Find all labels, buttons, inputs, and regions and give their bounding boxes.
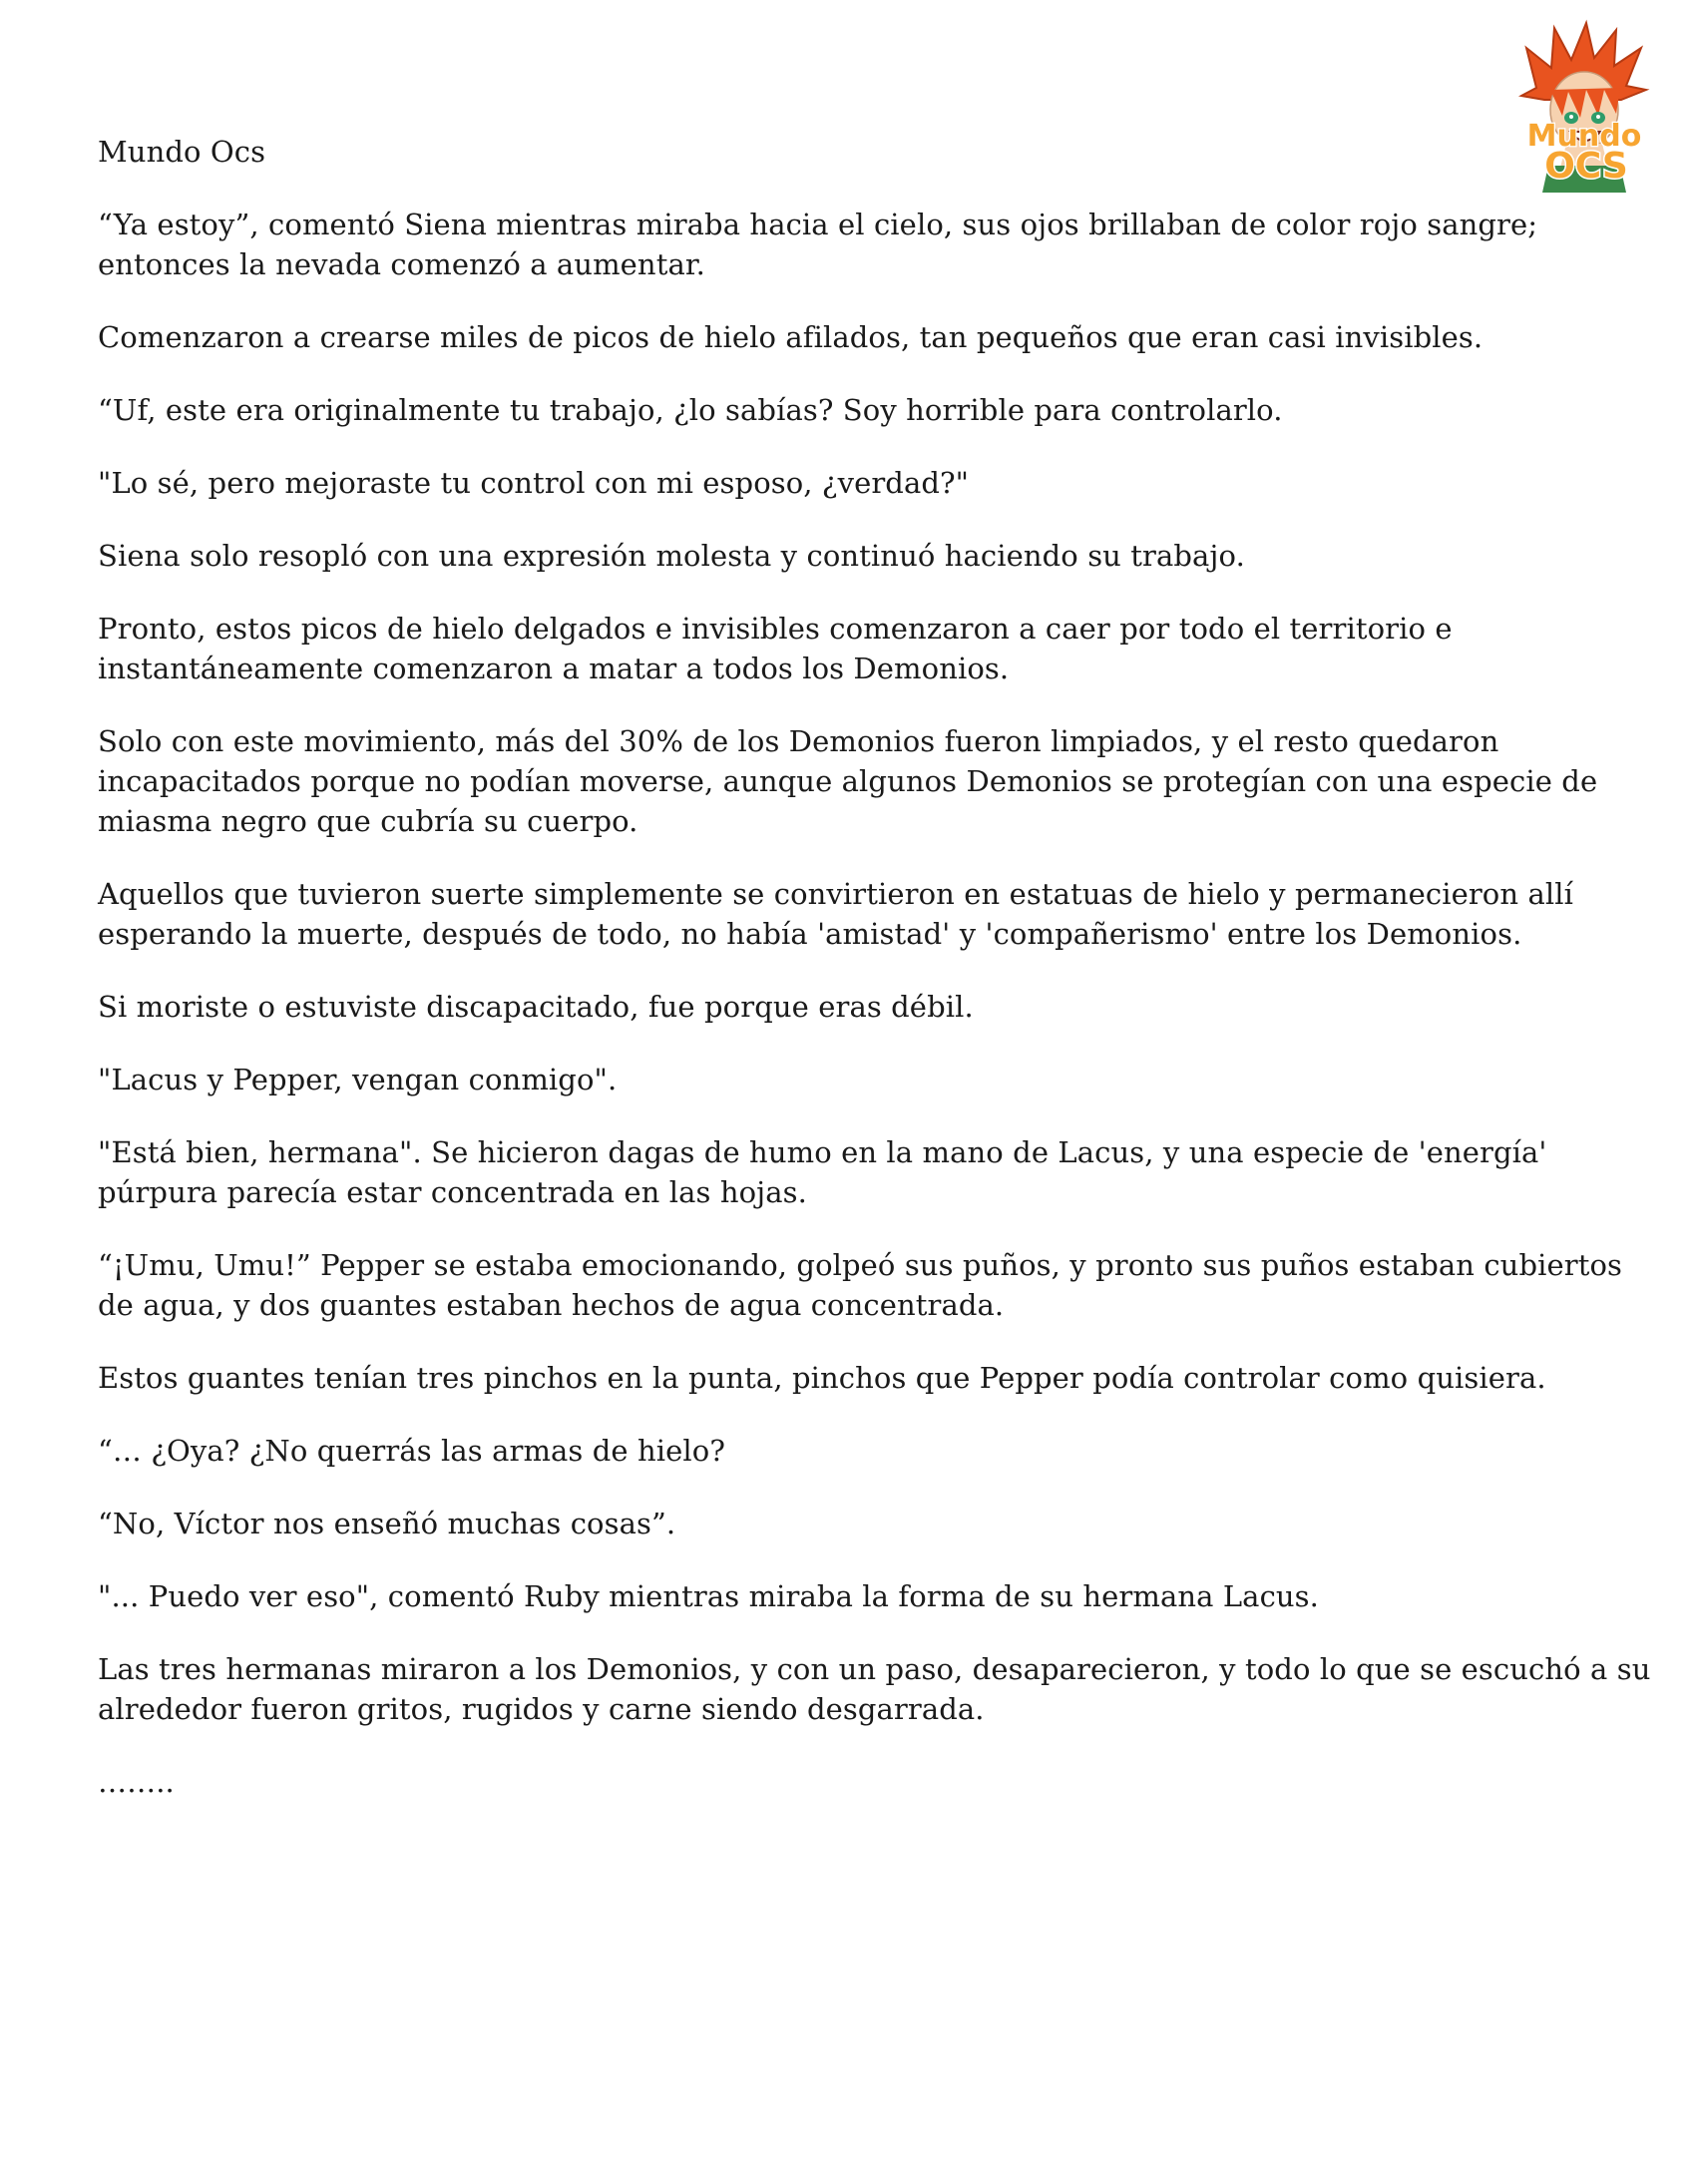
paragraph: "Lacus y Pepper, vengan conmigo".: [98, 1063, 618, 1096]
scene-break: ……..: [98, 1765, 175, 1799]
paragraph: “… ¿Oya? ¿No querrás las armas de hielo?: [98, 1434, 725, 1468]
logo-text-mundo: Mundo: [1526, 119, 1642, 154]
paragraph: "Está bien, hermana". Se hicieron dagas de humo en la mano de Lacus, y una especie de 'energía' púrpura parecía estar concentrada en las hojas.: [98, 1135, 1547, 1209]
paragraph: Comenzaron a crearse miles de picos de hielo afilados, tan pequeños que eran casi invisibles.: [98, 320, 1484, 354]
paragraph: “No, Víctor nos enseñó muchas cosas”.: [98, 1507, 676, 1540]
document-body: [98, 132, 1654, 1835]
logo-text-ocs: OCS: [1544, 146, 1628, 187]
paragraph: “Uf, este era originalmente tu trabajo, ¿lo sabías? Soy horrible para controlarlo.: [98, 393, 1283, 427]
paragraph: "Lo sé, pero mejoraste tu control con mi esposo, ¿verdad?": [98, 466, 970, 500]
paragraph: Si moriste o estuviste discapacitado, fue porque eras débil.: [98, 990, 974, 1024]
paragraph: "... Puedo ver eso", comentó Ruby mientras miraba la forma de su hermana Lacus.: [98, 1579, 1319, 1613]
paragraph: Estos guantes tenían tres pinchos en la punta, pinchos que Pepper podía controlar como quisiera.: [98, 1361, 1546, 1395]
paragraph: “Ya estoy”, comentó Siena mientras miraba hacia el cielo, sus ojos brillaban de color rojo sangre; entonces la nevada comenzó a aumentar.: [98, 208, 1538, 281]
paragraph: Aquellos que tuvieron suerte simplemente se convirtieron en estatuas de hielo y permanecieron allí esperando la muerte, después de todo, no había 'amistad' y 'compañerismo' entre los Demonios.: [98, 877, 1573, 951]
paragraph: Solo con este movimiento, más del 30% de los Demonios fueron limpiados, y el resto quedaron incapacitados porque no podían moverse, aunque algunos Demonios se protegían con una especie de miasma negro que cubría su cuerpo.: [98, 724, 1598, 838]
paragraph: Siena solo resopló con una expresión molesta y continuó haciendo su trabajo.: [98, 539, 1245, 573]
document-title: Mundo Ocs: [98, 135, 266, 169]
paragraph: Pronto, estos picos de hielo delgados e invisibles comenzaron a caer por todo el territorio e instantáneamente comenzaron a matar a todos los Demonios.: [98, 612, 1453, 685]
paragraph: “¡Umu, Umu!” Pepper se estaba emocionando, golpeó sus puños, y pronto sus puños estaban cubiertos de agua, y dos guantes estaban hechos de agua concentrada.: [98, 1248, 1623, 1322]
paragraph: Las tres hermanas miraron a los Demonios, y con un paso, desaparecieron, y todo lo que se escuchó a su alrededor fueron gritos, rugidos y carne siendo desgarrada.: [98, 1652, 1651, 1726]
